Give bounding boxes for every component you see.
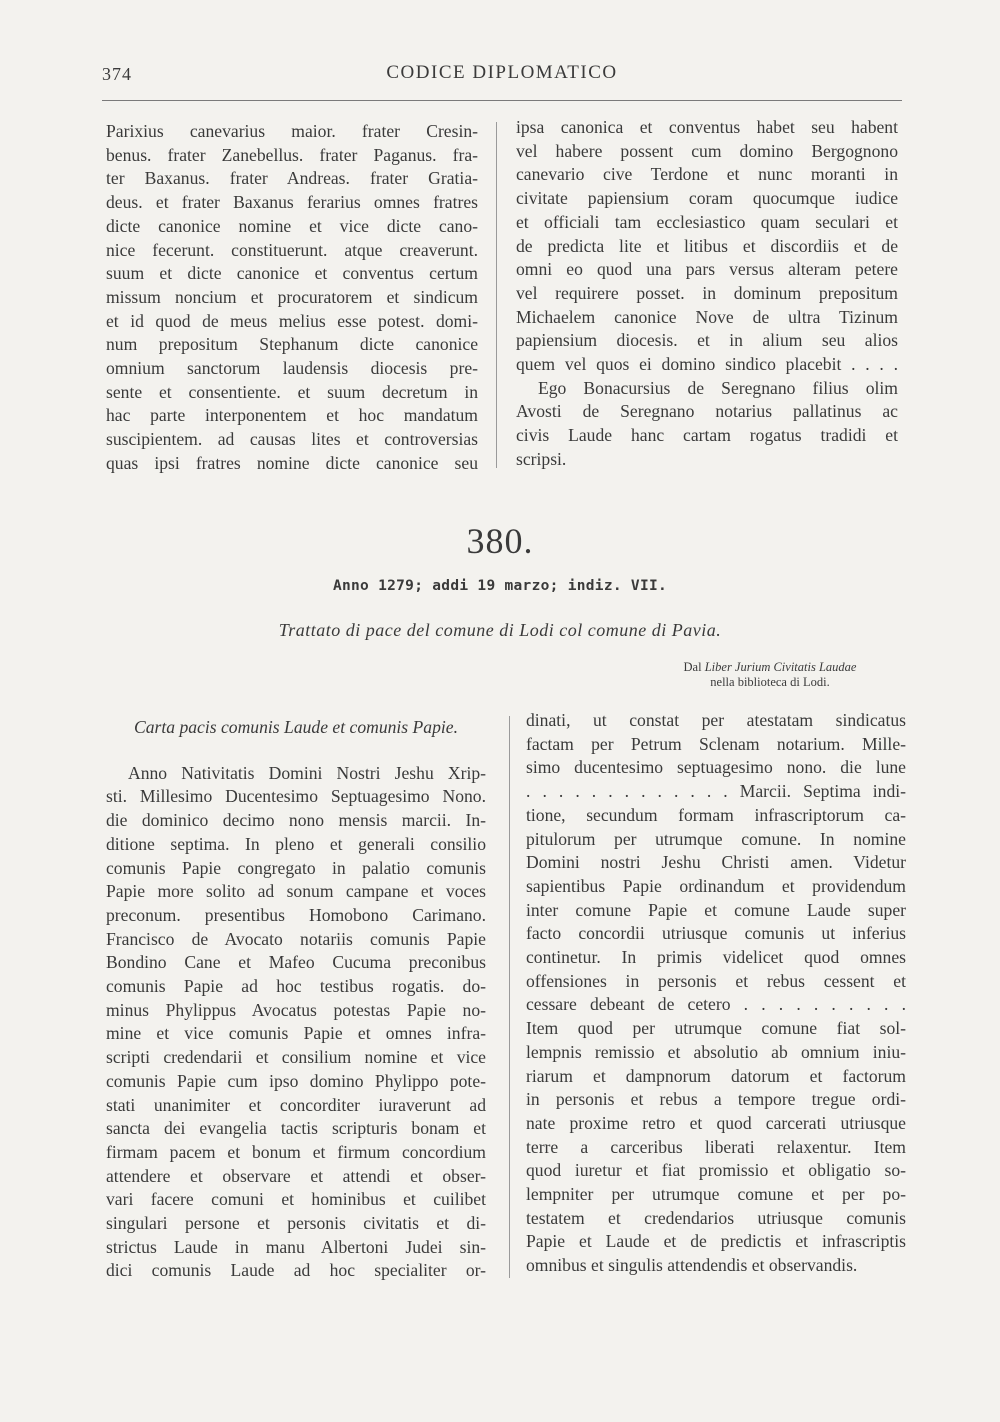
text-line: hac parte interponentem et hoc mandatum (106, 405, 478, 426)
source-note (640, 660, 900, 690)
text-line: testatem et credendarios utriusque comunis (526, 1207, 906, 1228)
text-line: et officiali tam ecclesiastico quam seculari et (516, 211, 898, 232)
text-line: ditione septima. In pleno et generali consilio (106, 833, 486, 854)
text-line: preconum. presentibus Homobono Carimano. (106, 904, 486, 925)
page-header (102, 62, 902, 88)
text-line: stati unanimiter et concorditer iuraverunt ad (106, 1094, 486, 1115)
text-line: ipsa canonica et conventus habet seu habent (516, 117, 898, 137)
text-line: ter Baxanus. frater Andreas. frater Gratia- (106, 168, 478, 189)
text-line: offensiones in personis et rebus cessent et (526, 970, 906, 991)
text-line: dicte canonice nomine et vice dicte cano- (106, 215, 478, 236)
text-line: suum et dicte canonice et conventus certum (106, 263, 478, 284)
text-line: Parixius canevarius maior. frater Cresin- (106, 121, 478, 141)
text-line: lempnis remissio et absolutio ab omnium iniu- (526, 1041, 906, 1062)
text-line: lempniter per utrumque comune et per po- (526, 1184, 906, 1205)
top-left-column (106, 120, 478, 476)
document-number: 380. (466, 521, 534, 561)
text-line: die dominico decimo nono mensis marcii. In- (106, 810, 486, 831)
text-line: pitulorum per utrumque comune. In nomine (526, 828, 906, 849)
text-line: canevario cive Terdone et nunc moranti in (516, 164, 898, 185)
text-line: inter comune Papie et comune Laude super (526, 899, 906, 920)
text-line: terre a carceribus liberati relaxentur. Item (526, 1136, 906, 1157)
text-line: sancta dei evangelia tactis scripturis bonam et (106, 1118, 486, 1139)
text-line: strictus Laude in manu Albertoni Judei sin- (106, 1236, 486, 1257)
document-title: Trattato di pace del comune di Lodi col comune di Pavia. (278, 620, 722, 640)
text-line: attendere et observare et attendi et obser- (106, 1165, 486, 1186)
text-line: in personis et rebus a tempore tregue ordi- (526, 1089, 906, 1110)
text-line: Bondino Cane et Mafeo Cucuma preconibus (106, 952, 486, 973)
text-line: firmam pacem et bonum et firmum concordium (106, 1141, 486, 1162)
text-line: Avosti de Seregnano notarius pallatinus ac (516, 401, 898, 422)
text-line: Item quod per utrumque comune fiat sol- (526, 1018, 906, 1039)
text-line: riarum et dampnorum datorum et factorum (526, 1065, 906, 1086)
text-line: vel requirere posset. in dominum prepositum (516, 282, 898, 303)
source-title: Liber Jurium Civitatis Laudae (704, 660, 857, 674)
text-line: scripti credendarii et consilium nomine et vice (106, 1047, 486, 1068)
column-divider (509, 716, 510, 1278)
text-line: omni eo quod una pars versus alteram petere (516, 259, 898, 280)
text-line: Papie et Laude et de predictis et infrascriptis (526, 1231, 906, 1252)
text-line: cessare debeant de cetero . . . . . . . . . . (526, 994, 906, 1015)
text-line: sti. Millesimo Ducentesimo Septuagesimo Nono. (106, 786, 486, 807)
text-line: Francisco de Avocato notariis comunis Papie (106, 928, 486, 949)
text-line: civis Laude hanc cartam rogatus tradidi et (516, 425, 898, 446)
bottom-left-column (106, 716, 486, 1283)
text-line: . . . . . . . . . . . . . Marcii. Septima indi- (526, 781, 906, 802)
text-line: benus. frater Zanebellus. frater Paganus. fra- (106, 144, 478, 165)
text-line: continetur. In primis videlicet quod omnes (526, 947, 906, 968)
text-line: de predicta lite et litibus et discordiis et de (516, 235, 898, 256)
text-line: vari facere comuni et hominibus et cuilibet (106, 1189, 486, 1210)
text-line: papiensium diocesis. et in alium seu alios (516, 330, 898, 351)
text-line: scripsi. (516, 448, 567, 469)
text-line: nate proxime retro et quod carcerati utriusque (526, 1112, 906, 1133)
text-line: comunis Papie cum ipso domino Phylippo pote- (106, 1070, 486, 1091)
text-line: quem vel quos ei domino sindico placebit . . . . (516, 354, 898, 375)
text-line: Papie more solito ad sonum campane et voces (106, 881, 486, 902)
text-line: sente et consentiente. et suum decretum in (106, 381, 478, 402)
column-divider (496, 122, 497, 468)
text-line: factam per Petrum Sclenam notarium. Mille- (526, 733, 906, 754)
bottom-right-column (526, 709, 906, 1278)
text-line: nice fecerunt. constituerunt. atque creaverunt. (106, 239, 478, 260)
text-line: Michaelem canonice Nove de ultra Tizinum (516, 306, 898, 327)
text-line: suscipientem. ad causas lites et controversias (106, 429, 478, 450)
text-line: Ego Bonacursius de Seregnano filius olim (538, 377, 898, 398)
header-rule (102, 100, 902, 101)
charter-subheading: Carta pacis comunis Laude et comunis Papie. (134, 717, 458, 737)
text-line: dinati, ut constat per atestatam sindicatus (526, 710, 906, 730)
text-line: facto concordii utriusque comunis ut inferius (526, 923, 906, 944)
text-line: comunis Papie ad hoc testibus rogatis. do- (106, 976, 486, 997)
text-line: dici comunis Laude ad hoc specialiter or- (106, 1260, 486, 1281)
text-line: vel habere possent cum domino Bergognono (516, 140, 898, 161)
top-right-column (516, 116, 898, 472)
text-line: mine et vice comunis Papie et omnes infra- (106, 1023, 486, 1044)
text-line: quas ipsi fratres nomine dicte canonice seu (106, 452, 478, 473)
page-number: 374 (102, 64, 132, 84)
text-line: minus Phylippus Avocatus potestas Papie no- (106, 999, 486, 1020)
running-head: CODICE DIPLOMATICO (386, 62, 618, 83)
text-line: tione, secundum formam infrascriptorum ca- (526, 804, 906, 825)
text-line: Anno Nativitatis Domini Nostri Jeshu Xrip- (128, 762, 486, 783)
source-line-1 (640, 660, 900, 675)
text-line: missum noncium et procuratorem et sindicum (106, 286, 478, 307)
text-line: singulari persone et personis civitatis et di- (106, 1213, 486, 1234)
text-line: sapientibus Papie ordinandum et providendum (526, 875, 906, 896)
text-line: deus. et frater Baxanus ferarius omnes fratres (106, 192, 478, 213)
text-line: omnibus et singulis attendendis et observandis. (526, 1255, 858, 1276)
text-line: omnium sanctorum laudensis diocesis pre- (106, 358, 478, 379)
text-line: num prepositum Stephanum dicte canonice (106, 334, 478, 355)
text-line: civitate papiensium coram quocumque iudice (516, 188, 898, 209)
text-line: et id quod de meus melius esse potest. domi- (106, 310, 478, 331)
text-line: quod iuretur et fiat promissio et obligatio so- (526, 1160, 906, 1181)
text-line: simo ducentesimo septuagesimo nono. die lune (526, 757, 906, 778)
text-line: Domini nostri Jeshu Christi amen. Videtur (526, 852, 906, 873)
source-prefix: Dal (683, 660, 705, 674)
document-date: Anno 1279; addi 19 marzo; indiz. VII. (332, 578, 668, 594)
source-line-2: nella biblioteca di Lodi. (710, 675, 830, 689)
text-line: comunis Papie congregato in palatio comunis (106, 857, 486, 878)
